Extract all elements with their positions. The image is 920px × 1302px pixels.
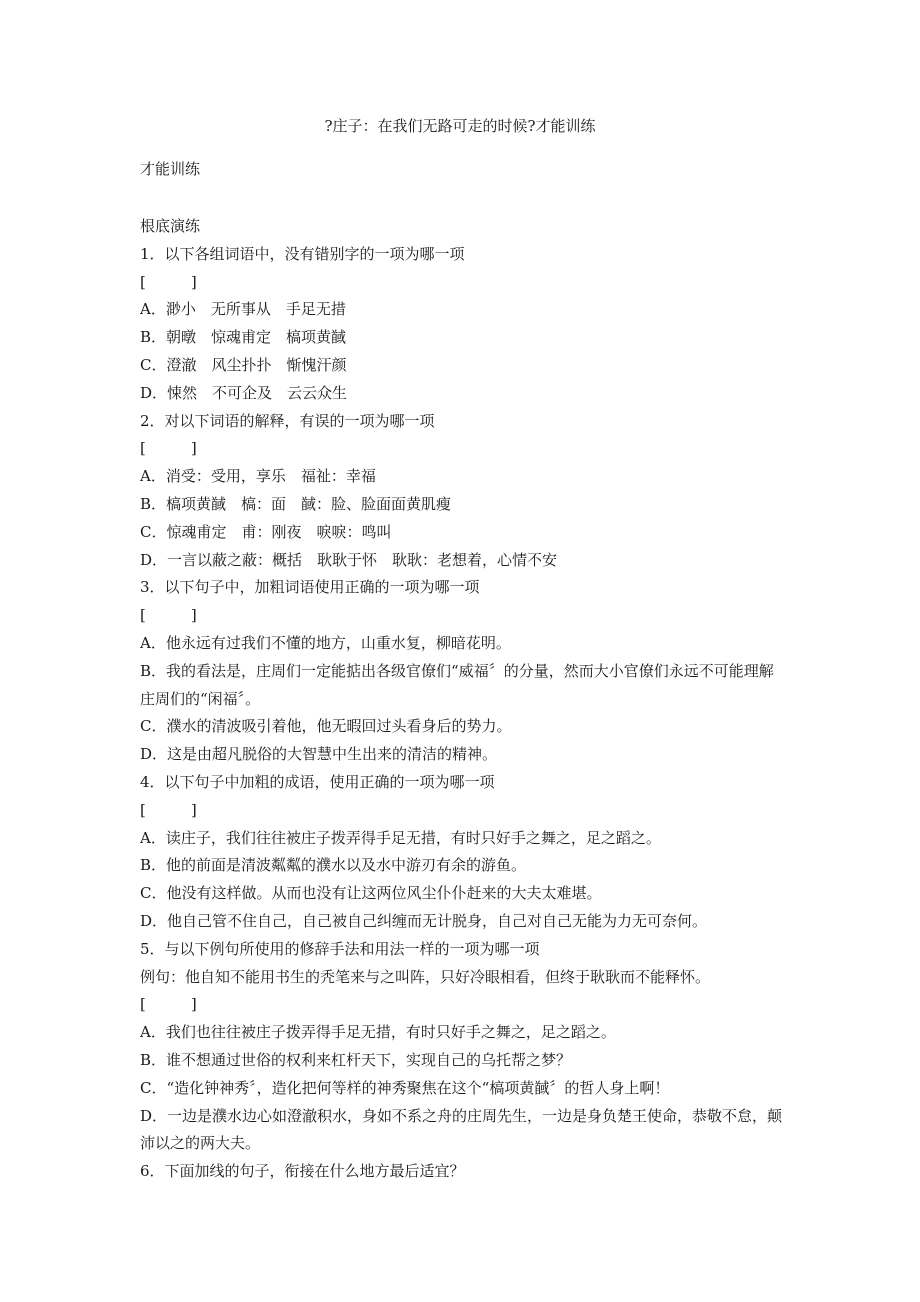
text-line: A．他永远有过我们不懂的地方，山重水复，柳暗花明。 <box>140 633 511 652</box>
text-line: 3．以下句子中，加粗词语使用正确的一项为哪一项 <box>140 578 480 597</box>
text-line: [ ] <box>140 606 197 625</box>
text-line: B．我的看法是，庄周们一定能掂出各级官僚们“威福〞的分量，然而大小官僚们永远不可能理解庄周们的“闲福〞。 <box>140 661 774 708</box>
text-line: D．他自己管不住自己，自己被自己纠缠而无计脱身，自己对自己无能为力无可奈何。 <box>140 911 708 930</box>
section-title: 才能训练 <box>140 160 201 178</box>
text-line: D．一边是濮水边心如澄澈积水，身如不系之舟的庄周先生，一边是身负楚王使命，恭敬不怠，颠沛以之的两大夫。 <box>140 1106 783 1153</box>
text-line: 2．对以下词语的解释，有误的一项为哪一项 <box>140 411 435 430</box>
text-line: B．朝暾 惊魂甫定 槁项黄馘 <box>140 328 347 347</box>
text-line: [ ] <box>140 439 197 458</box>
text-line: D．这是由超凡脱俗的大智慧中生出来的清洁的精神。 <box>140 745 498 764</box>
text-line: 1．以下各组词语中，没有错别字的一项为哪一项 <box>140 244 465 263</box>
text-line: A．消受：受用，享乐 福祉：幸福 <box>140 467 376 486</box>
text-line: 6．下面加线的句子，衔接在什么地方最后适宜？ <box>140 1162 465 1181</box>
text-line: C．濮水的清波吸引着他，他无暇回过头看身后的势力。 <box>140 717 512 736</box>
document-title: ?庄子：在我们无路可走的时候?才能训练 <box>324 117 596 135</box>
text-line: 根底演练 <box>140 217 201 235</box>
text-line: 5．与以下例句所使用的修辞手法和用法一样的一项为哪一项 <box>140 939 540 958</box>
text-line: A．读庄子，我们往往被庄子拨弄得手足无措，有时只好手之舞之，足之蹈之。 <box>140 828 661 847</box>
text-line: [ ] <box>140 995 197 1014</box>
text-line: A．渺小 无所事从 手足无措 <box>140 300 346 319</box>
text-line: C．澄澈 风尘扑扑 惭愧汗颜 <box>140 355 347 374</box>
text-line: B．槁项黄馘 槁：面 馘：脸、脸面面黄肌瘦 <box>140 494 452 513</box>
text-line: C．他没有这样做。从而也没有让这两位风尘仆仆赶来的大夫太难堪。 <box>140 884 602 903</box>
text-line: 4．以下句子中加粗的成语，使用正确的一项为哪一项 <box>140 772 495 791</box>
text-line: D．一言以蔽之蔽：概括 耿耿于怀 耿耿：老想着，心情不安 <box>140 550 558 569</box>
text-line: B．谁不想通过世俗的权利来杠杆天下，实现自己的乌托帮之梦？ <box>140 1050 572 1069</box>
text-line: B．他的前面是清波粼粼的濮水以及水中游刃有余的游鱼。 <box>140 856 527 875</box>
text-line: [ ] <box>140 272 197 291</box>
document-body <box>140 213 785 1186</box>
text-line: C．“造化钟神秀〞，造化把何等样的神秀聚焦在这个“槁项黄馘〞的哲人身上啊！ <box>140 1078 670 1097</box>
text-line: A．我们也往往被庄子拨弄得手足无措，有时只好手之舞之，足之蹈之。 <box>140 1023 616 1042</box>
text-line: 例句：他自知不能用书生的秃笔来与之叫阵，只好冷眼相看，但终于耿耿而不能释怀。 <box>140 967 711 986</box>
text-line: D．悚然 不可企及 云云众生 <box>140 383 348 402</box>
text-line: [ ] <box>140 800 197 819</box>
text-line: C．惊魂甫定 甫：刚夜 唳唳：鸣叫 <box>140 522 392 541</box>
